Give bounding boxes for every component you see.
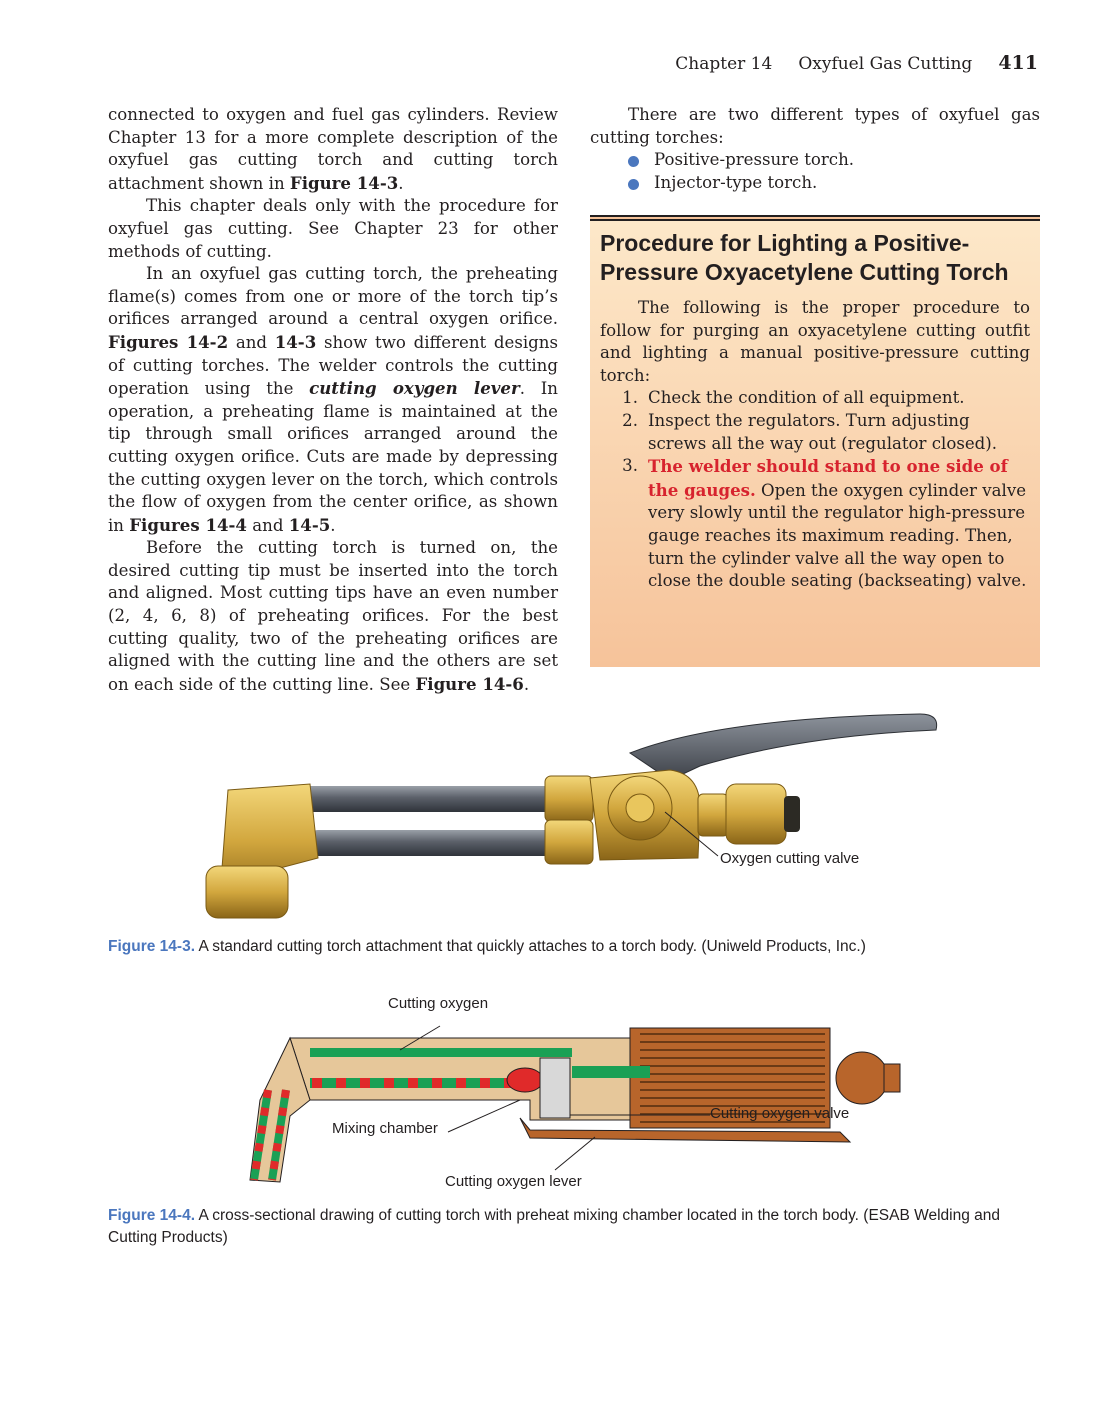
list-item: Injector-type torch. — [624, 172, 1040, 195]
chapter-number: Chapter 14 — [675, 54, 773, 74]
paragraph: There are two different types of oxyfuel gas cutting torches: — [590, 105, 1040, 147]
torch-type-list — [590, 149, 1040, 194]
procedure-step: 2. Inspect the regulators. Turn adjusting screws all the way out (regulator closed). — [622, 410, 998, 453]
figure-reference: Figure 14-6 — [415, 673, 524, 694]
figure-reference: 14-3 — [274, 331, 317, 352]
figure-14-3-torch-attachment — [200, 708, 960, 928]
figure-14-3-caption: Figure 14-3. A standard cutting torch attachment that quickly attaches to a torch body. (Uniweld Products, Inc.) — [108, 938, 866, 955]
procedure-steps — [600, 387, 1030, 592]
running-header — [675, 52, 1038, 78]
procedure-title: Procedure for Lighting a Positive-Pressure Oxyacetylene Cutting Torch — [600, 230, 1009, 285]
figure-label: Figure 14-4. — [108, 1207, 195, 1224]
procedure-box — [590, 215, 1040, 667]
page-number: 411 — [998, 52, 1038, 74]
figure-reference: Figures 14-2 — [108, 331, 229, 352]
key-term: cutting oxygen lever — [309, 378, 520, 399]
chapter-title: Oxyfuel Gas Cutting — [798, 54, 973, 74]
figure-reference: Figure 14-3 — [289, 172, 399, 193]
procedure-intro: The following is the proper procedure to follow for purging an oxyacetylene cutting outfit and lighting a manual positive-pressure cutting torch: — [600, 298, 1030, 385]
procedure-step: 3. The welder should stand to one side of the gauges. Open the oxygen cylinder valve very slowly until the regulator high-pressure gauge reaches its maximum reading. Then, turn the cylinder valve all the way open to close the double seating (backseating) valve. — [622, 456, 1027, 591]
figure-reference: Figures 14-4 — [129, 514, 247, 535]
label-cutting-oxygen-valve: Cutting oxygen valve — [710, 1105, 850, 1122]
list-item: Positive-pressure torch. — [624, 149, 1040, 172]
label-cutting-oxygen: Cutting oxygen — [388, 995, 489, 1012]
figure-reference: 14-5 — [288, 514, 331, 535]
label-oxygen-cutting-valve: Oxygen cutting valve — [720, 850, 860, 867]
paragraph: connected to oxygen and fuel gas cylinders. Review Chapter 13 for a more complete description of the oxyfuel gas cutting torch and cutting torch attachment shown in Figure 14-3. — [108, 105, 558, 193]
procedure-step: 1. Check the condition of all equipment. — [622, 388, 965, 408]
label-cutting-oxygen-lever: Cutting oxygen lever — [445, 1173, 582, 1190]
paragraph: Before the cutting torch is turned on, the desired cutting tip must be inserted into the torch and aligned. Most cutting tips have an even number (2, 4, 6, 8) of preheating orifices. For the best cutting quality, two of the preheating orifices are aligned with the cutting line and the others are set on each side of the cutting line. See Figure 14-6. — [108, 538, 558, 694]
figure-label: Figure 14-3. — [108, 938, 195, 955]
figure-14-4-caption: Figure 14-4. A cross-sectional drawing of cutting torch with preheat mixing chamber located in the torch body. (ESAB Welding and Cutting Products) — [108, 1207, 1000, 1246]
paragraph: In an oxyfuel gas cutting torch, the preheating flame(s) comes from one or more of the torch tip’s orifices arranged around a central oxygen orifice. Figures 14-2 and 14-3 show two different designs of cutting torches. The welder controls the cutting operation using the cutting oxygen lever. In operation, a preheating flame is maintained at the tip through small orifices arranged around the cutting oxygen orifice. Cuts are made by depressing the cutting oxygen lever on the torch, which controls the flow of oxygen from the center orifice, as shown in Figures 14-4 and 14-5. — [108, 264, 559, 535]
left-column — [108, 104, 558, 696]
right-column — [590, 104, 1040, 194]
label-mixing-chamber: Mixing chamber — [332, 1120, 438, 1137]
safety-warning: The welder should stand to one side of the gauges. — [648, 456, 1008, 500]
paragraph: This chapter deals only with the procedure for oxyfuel gas cutting. See Chapter 23 for other methods of cutting. — [108, 196, 558, 261]
